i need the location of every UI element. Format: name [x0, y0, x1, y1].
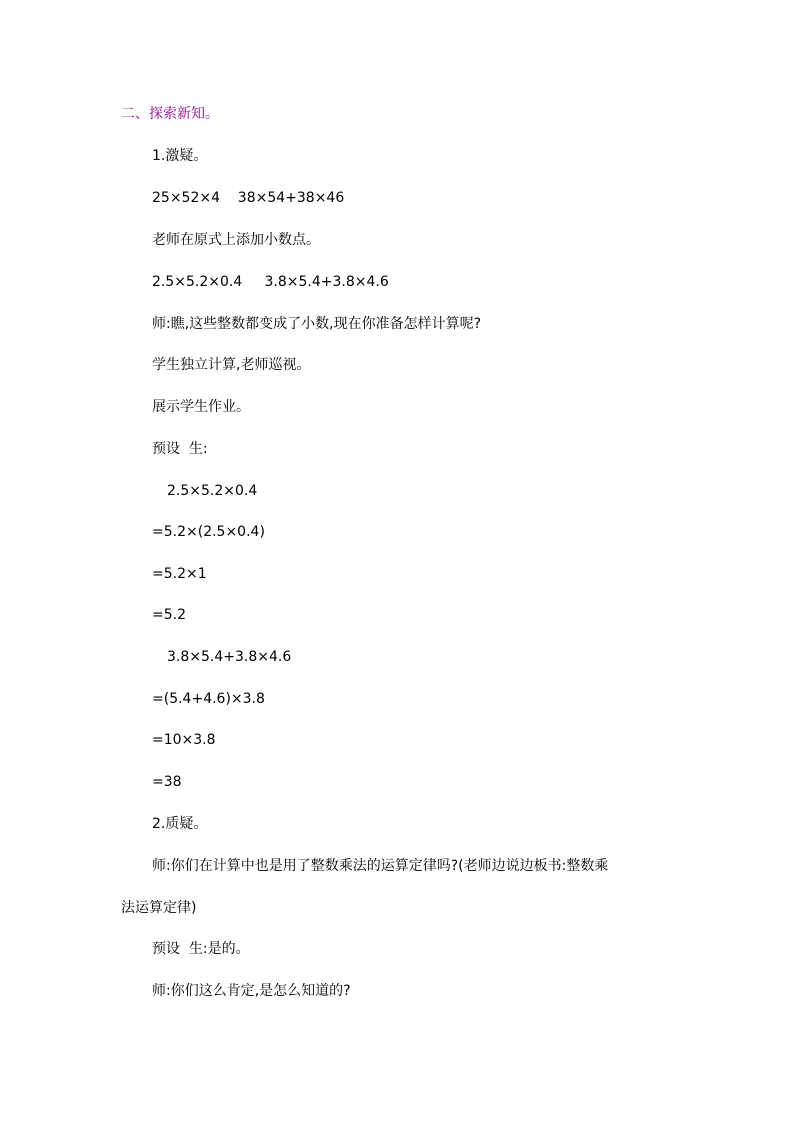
calculation-line: =38 [152, 774, 182, 790]
paragraph: 师:你们这么肯定,是怎么知道的? [152, 983, 351, 999]
integer-expressions: 25×52×4 38×54+38×46 [152, 190, 345, 206]
calculation-line: =10×3.8 [152, 732, 216, 748]
paragraph: 师:瞧,这些整数都变成了小数,现在你准备怎样计算呢? [152, 316, 482, 332]
calculation-line: =5.2 [152, 607, 186, 623]
paragraph: 展示学生作业。 [152, 399, 250, 415]
paragraph: 师:你们在计算中也是用了整数乘法的运算定律吗?(老师边说边板书:整数乘 [152, 858, 609, 874]
paragraph-continued: 法运算定律) [121, 900, 197, 916]
paragraph: 预设 生: [152, 441, 208, 457]
step-label: 2.质疑。 [152, 816, 208, 832]
decimal-expressions: 2.5×5.2×0.4 3.8×5.4+3.8×4.6 [152, 274, 389, 290]
calculation-line: 3.8×5.4+3.8×4.6 [167, 649, 292, 665]
paragraph: 学生独立计算,老师巡视。 [152, 357, 311, 373]
step-label: 1.激疑。 [152, 148, 208, 164]
paragraph: 老师在原式上添加小数点。 [152, 232, 320, 248]
calculation-line: 2.5×5.2×0.4 [167, 483, 258, 499]
section-heading: 二、探索新知。 [121, 106, 219, 122]
calculation-line: =(5.4+4.6)×3.8 [152, 691, 265, 707]
paragraph: 预设 生:是的。 [152, 941, 250, 957]
calculation-line: =5.2×1 [152, 566, 207, 582]
calculation-line: =5.2×(2.5×0.4) [152, 524, 265, 540]
